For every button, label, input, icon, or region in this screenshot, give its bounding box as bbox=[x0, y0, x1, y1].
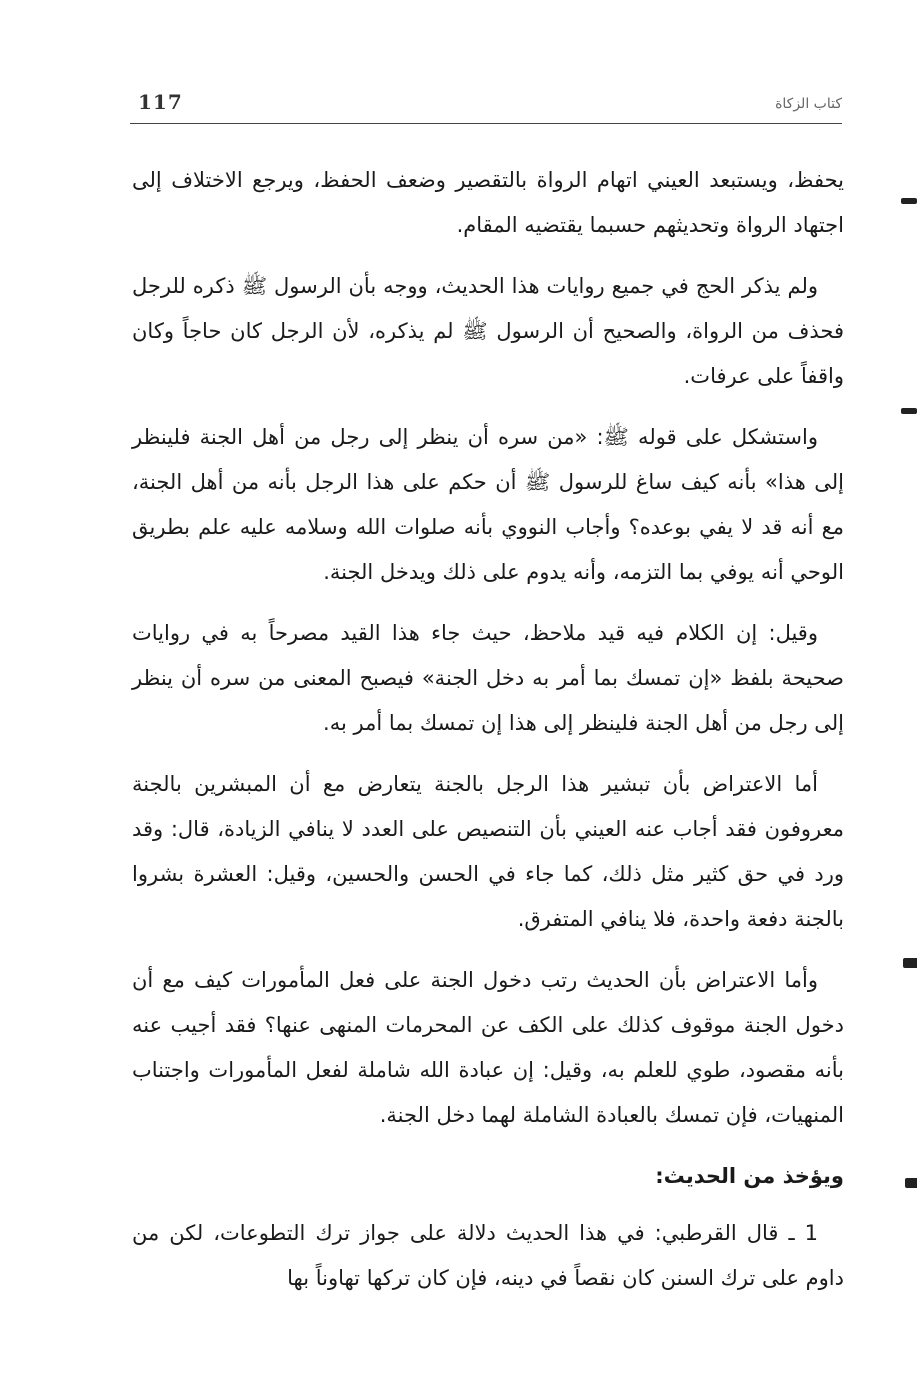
paragraph-glad-tidings: أما الاعتراض بأن تبشير هذا الرجل بالجنة يتعارض مع أن المبشرين بالجنة معروفون فقد أجاب عنه العيني بأن التنصيص على العدد لا ينافي الزيادة، قال: وقد ورد في حق كثير مثل ذلك، كما جاء في الحسن والحسين، وقيل: العشرة بشروا بالجنة دفعة واحدة، فلا ينافي المتفرق. bbox=[132, 772, 844, 931]
margin-mark bbox=[901, 198, 917, 204]
margin-mark bbox=[901, 408, 917, 414]
margin-mark bbox=[905, 1178, 917, 1188]
page-number: 117 bbox=[138, 90, 183, 114]
running-head: كتاب الزكاة bbox=[775, 96, 842, 112]
paragraph-lesson-one: 1 ـ قال القرطبي: في هذا الحديث دلالة على جواز ترك التطوعات، لكن من داوم على ترك السنن كان نقصاً في دينه، فإن كان تركها تهاوناً بها bbox=[132, 1221, 844, 1290]
paragraph-condition-note: وقيل: إن الكلام فيه قيد ملاحظ، حيث جاء هذا القيد مصرحاً به في روايات صحيحة بلفظ «إن تمسك بما أمر به دخل الجنة» فيصبح المعنى من سره أن ينظر إلى رجل من أهل الجنة فلينظر إلى هذا إن تمسك بما أمر به. bbox=[132, 621, 844, 735]
paragraph-hajj-mention: ولم يذكر الحج في جميع روايات هذا الحديث، ووجه بأن الرسول ﷺ ذكره للرجل فحذف من الرواة، والصحيح أن الرسول ﷺ لم يذكره، لأن الرجل كان حاجاً وكان واقفاً على عرفات. bbox=[132, 274, 844, 388]
body-text bbox=[132, 158, 844, 1301]
paragraph-continuation: يحفظ، ويستبعد العيني اتهام الرواة بالتقصير وضعف الحفظ، ويرجع الاختلاف إلى اجتهاد الرواة وتحديثهم حسبما يقتضيه المقام. bbox=[132, 168, 844, 237]
paragraph-objection-paradise: واستشكل على قوله ﷺ: «من سره أن ينظر إلى رجل من أهل الجنة فلينظر إلى هذا» بأنه كيف ساغ للرسول ﷺ أن حكم على هذا الرجل بأنه من أهل الجنة، مع أنه قد لا يفي بوعده؟ وأجاب النووي بأنه صلوات الله وسلامه عليه علم بطريق الوحي أنه يوفي بما التزمه، وأنه يدوم على ذلك ويدخل الجنة. bbox=[132, 425, 844, 584]
section-heading: ويؤخذ من الحديث: bbox=[655, 1164, 844, 1188]
header-rule bbox=[130, 123, 842, 124]
paragraph-commands-prohibitions: وأما الاعتراض بأن الحديث رتب دخول الجنة على فعل المأمورات كيف مع أن دخول الجنة موقوف كذلك على الكف عن المحرمات المنهى عنها؟ فقد أجيب عنه بأنه مقصود، طوي للعلم به، وقيل: إن عبادة الله شاملة لفعل المأمورات واجتناب المنهيات، فإن تمسك بالعبادة الشاملة لهما دخل الجنة. bbox=[132, 968, 844, 1127]
margin-mark bbox=[903, 958, 917, 968]
page-header bbox=[130, 88, 842, 124]
